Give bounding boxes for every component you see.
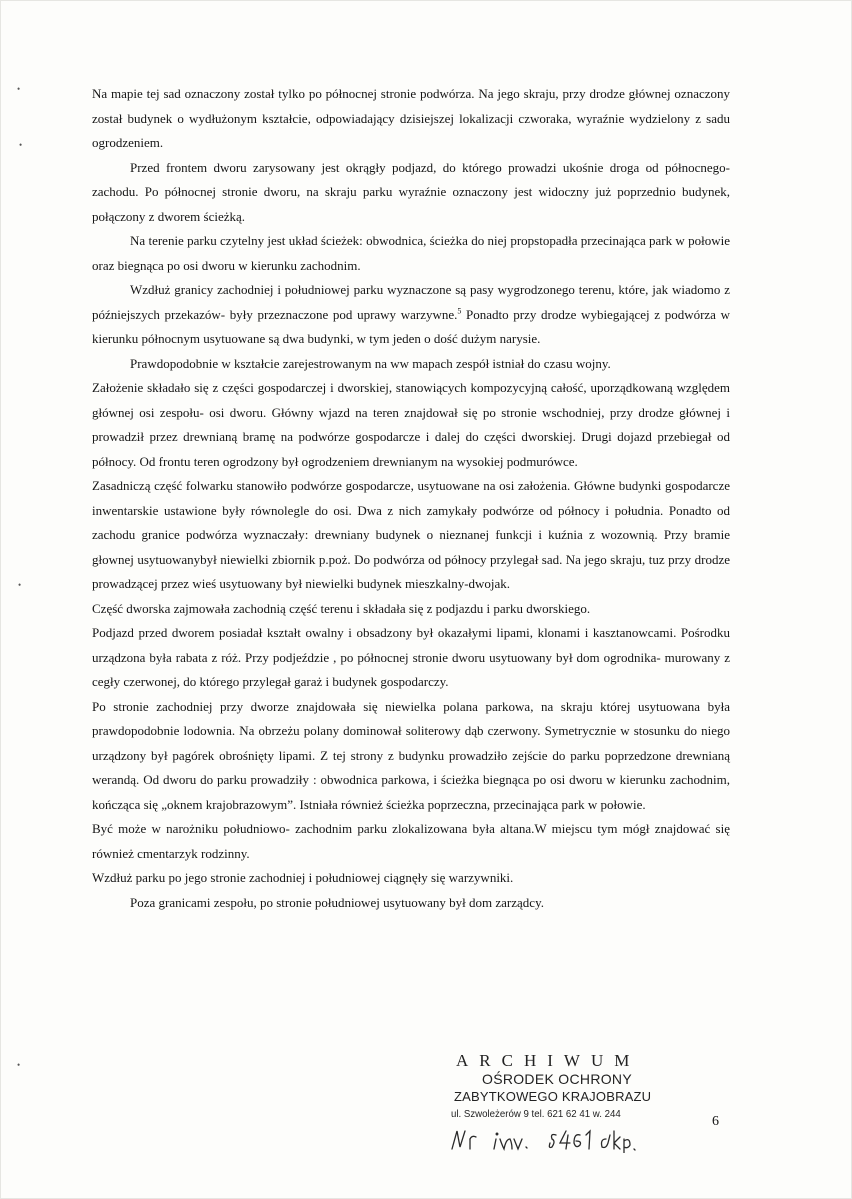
handwritten-inventory-number <box>448 1125 648 1153</box>
paragraph: Wzdłuż parku po jego stronie zachodniej i południowej ciągnęły się warzywniki. <box>92 870 514 885</box>
stamp-address: ul. Szwoleżerów 9 tel. 621 62 41 w. 244 <box>451 1108 621 1120</box>
paragraph: Na terenie parku czytelny jest układ ścieżek: obwodnica, ścieżka do niej propstopadła przecinająca park w połowie oraz biegnąca po osi dworu w kierunku zachodnim. <box>92 233 730 273</box>
stamp-archive-title: ARCHIWUM <box>456 1051 641 1070</box>
stamp-office-name-2: ZABYTKOWEGO KRAJOBRAZU <box>454 1089 652 1104</box>
scan-mark: • <box>18 580 22 590</box>
scan-mark: • <box>17 1060 21 1070</box>
page-number: 6 <box>712 1114 719 1129</box>
paragraph: Na mapie tej sad oznaczony został tylko po północnej stronie podwórza. Na jego skraju, przy drodze głównej oznaczony został budynek o wydłużonym kształcie, odpowiadający dzisiejszej lokalizacji czworaka, wyraźnie wydzielony z sadu ogrodzeniem. <box>92 86 730 150</box>
paragraph: Przed frontem dworu zarysowany jest okrągły podjazd, do którego prowadzi ukośnie droga od północnego-zachodu. Po północnej stronie dworu, na skraju parku wyraźnie oznaczony jest widoczny już poprzednio budynek, połączony z dworem ścieżką. <box>92 159 730 224</box>
paragraph: Podjazd przed dworem posiadał kształt owalny i obsadzony był okazałymi lipami, klonami i kasztanowcami. Pośrodku urządzona była rabata z róż. Przy podjeździe , po północnej stronie dworu usytuowany był dom ogrodnika- murowany z cegły czerwonej, do którego przylegał garaż i budynek gospodarczy. <box>92 625 730 689</box>
document-body <box>92 82 730 915</box>
paragraph: Poza granicami zespołu, po stronie południowej usytuowany był dom zarządcy. <box>130 894 544 910</box>
paragraph: Część dworska zajmowała zachodnią część terenu i składała się z podjazdu i parku dworskiego. <box>92 600 591 616</box>
paragraph: Po stronie zachodniej przy dworze znajdowała się niewielka polana parkowa, na skraju której usytuowana była prawdopodobnie lodownia. Na obrzeżu polany dominował soliterowy dąb czerwony. Symetrycznie w stosunku do niego urządzony był pagórek obrośnięty lipami. Z tej strony z budynku prowadziło zejście do parku poprzedzone drewnianą werandą. Od dworu do parku prowadziły : obwodnica parkowa, i ścieżka biegnąca po osi dworu w kierunku zachodnim, kończąca się „oknem krajobrazowym”. Istniała również ścieżka poprzeczna, przecinająca park w połowie. <box>92 698 730 812</box>
scan-mark: • <box>19 140 23 150</box>
paragraph: Zasadniczą część folwarku stanowiło podwórze gospodarcze, usytuowane na osi założenia. Główne budynki gospodarcze inwentarskie ustawione były równolegle do osi. Dwa z nich zamykały podwórze od północy i południa. Ponadto od zachodu granice podwórza wyznaczały: drewniany budynek o nieznanej funkcji i kuźnia z wozownią. Przy bramie głownej usytuowanybył niewielki zbiornik p.poż. Do podwórza od północy przylegał sad. Na jego skraju, tuz przy drodze prowadzącej przez wieś usytuowany był niewielki budynek mieszkalny-dwojak. <box>92 478 730 591</box>
scan-mark: • <box>17 84 21 94</box>
paragraph: Wzdłuż granicy zachodniej i południowej parku wyznaczone są pasy wygrodzonego terenu, które, jak wiadomo z późniejszych przekazów- były przeznaczone pod uprawy warzywne.$^5$ Ponadto przy drodze wybiegającej z podwórza w kierunku północnym usytuowane są dwa budynki, w tym jeden o dość dużym narysie. <box>92 282 730 346</box>
paragraph: Prawdopodobnie w kształcie zarejestrowanym na ww mapach zespół istniał do czasu wojny. <box>130 355 611 371</box>
stamp-office-name: OŚRODEK OCHRONY <box>482 1071 632 1087</box>
paragraph: Być może w narożniku południowo- zachodnim parku zlokalizowana była altana.W miejscu tym mógł znajdować się również cmentarzyk rodzinny. <box>92 821 730 861</box>
paragraph: Założenie składało się z części gospodarczej i dworskiej, stanowiących kompozycyjną całość, uporządkowaną względem głównej osi zespołu- osi dworu. Główny wjazd na teren znajdował się po stronie wschodniej, przy drodze głównej i prowadził przez drewnianą bramę na podwórze gospodarcze i dalej do części dworskiej. Drugi dojazd przebiegał od północy. Od frontu teren ogrodzony był ogrodzeniem drewnianym na wysokiej podmurówce. <box>92 380 730 469</box>
footnote-marker: 5 <box>457 306 462 316</box>
